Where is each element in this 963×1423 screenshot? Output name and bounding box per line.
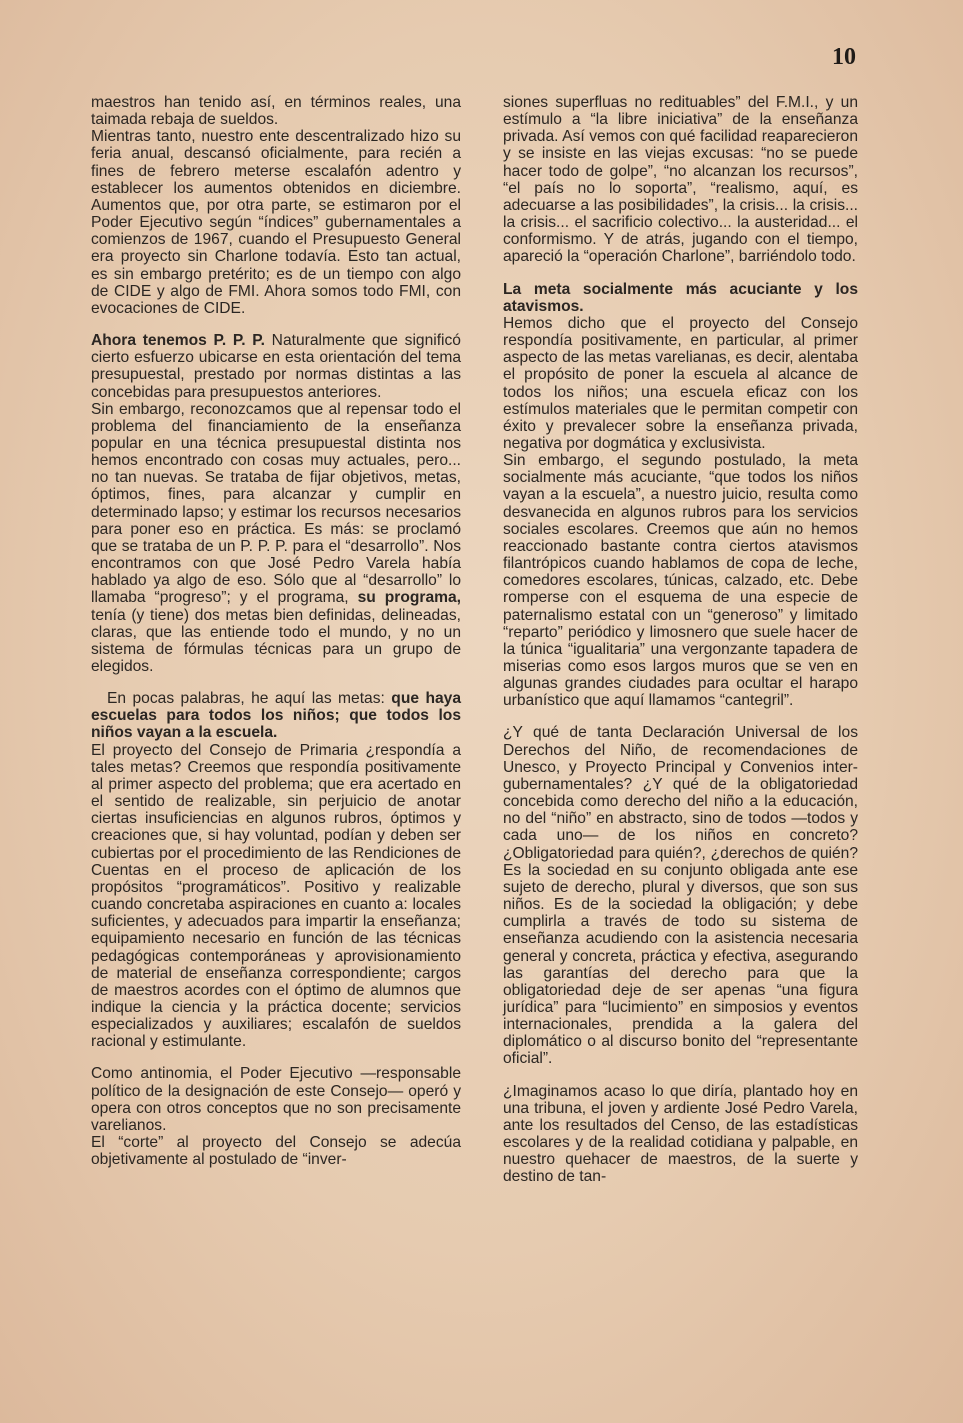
paragraph-text: tenía (y tiene) dos metas bien definidas, delineadas, claras, que las entiende todo el mundo, y no un sistema de fórmulas técnicas para un grupo de elegidos. — [91, 606, 461, 675]
paragraph: Sin embargo, el segundo postulado, la meta socialmente más acuciante, “que todos los niños vayan a la escuela”, a nuestro juicio, resulta como desvanecida en algunos rubros para los servicios sociales escolares. Creemos que aún no hemos reaccionado bastante contra ciertos atavismos filantrópicos cuando hablamos de copa de leche, comedores escolares, túnicas, calzado, etc. Debe romperse con el esquema de una especie de paternalismo estatal con un “generoso” y limitado “reparto” periódico y limosnero que suele hacer de la túnica “igualitaria” una vergonzante tapadera de miserias como esos largos muros que se ven en algunas grandes ciudades para ocultar el harapo urbanístico que aquí llamamos “cantegril”. — [503, 452, 858, 710]
paragraph: maestros han tenido así, en términos reales, una taimada rebaja de sueldos. — [91, 94, 461, 129]
paragraph — [91, 332, 461, 401]
paragraph — [91, 690, 461, 741]
paragraph: El “corte” al proyecto del Consejo se adecúa objetivamente al postulado de “inver- — [91, 1134, 461, 1169]
paragraph-text: Sin embargo, reconozcamos que al repensar todo el problema del financiamiento de la enseñanza popular en una técnica presupuestal distinta nos hemos encontrado con cosas muy actuales, pero... no tan nuevas. Se trataba de fijar objetivos, metas, óptimos, fines, para alcanzar y cumplir en determinado lapso; y estimar los recursos necesarios para poner eso en práctica. Es más: se proclamó que se trataba de un P. P. P. para el “desarrollo”. Nos encontramos con que José Pedro Varela había hablado ya algo de eso. Sólo que al “desarrollo” lo llamaba “progreso”; y el programa, — [91, 400, 461, 607]
paragraph-text: Naturalmente que significó cierto esfuerzo ubicarse en esta orientación del tema presupuestal, prestado por normas distintas a las concebidas para presupuestos anteriores. — [91, 332, 461, 401]
paragraph: Hemos dicho que el proyecto del Consejo respondía positivamente, en particular, al primer aspecto de las metas varelianas, es decir, alentaba el propósito de poner la escuela al alcance de todos los niños; una escuela eficaz con los estímulos materiales que le permitan competir con éxito y prevalecer sobre la enseñanza privada, negativa por dogmática y exclusivista. — [503, 314, 858, 452]
paragraph: ¿Imaginamos acaso lo que diría, plantado hoy en una tribuna, el joven y ardiente José Pedro Varela, ante los resultados del Censo, de las estadísticas escolares y de la realidad cotidiana y palpable, en nuestro quehacer de maestros, de la suerte y destino de tan- — [503, 1082, 858, 1186]
paragraph: ¿Y qué de tanta Declaración Universal de los Derechos del Niño, de recomendaciones de Unesco, y Proyecto Principal y Convenios inter-gubernamentales? ¿Y qué de la obligatoriedad concebida como derecho del niño a la educación, no del “niño” en abstracto, sino de todos —todos y cada uno— de los niños en concreto? ¿Obligatoriedad para quién?, ¿derechos de quién? Es la sociedad en su conjunto obligada ante ese sujeto de derecho, plural y diversos, que son sus niños. Es de la sociedad la obligación; y debe cumplirla a través de todo su sistema de enseñanza acudiendo con la asistencia necesaria general y concreta, práctica y efectiva, asegurando las garantías del derecho para que la obligatoriedad deje de ser apenas “una figura jurídica” para “lucimiento” en simposios y eventos internacionales, prendida a la galera del diplomático o al discurso bonito del “representante oficial”. — [503, 724, 858, 1068]
paragraph: El proyecto del Consejo de Primaria ¿respondía a tales metas? Creemos que respondía positivamente al primer aspecto del problema; que era acertado en el sentido de realizable, sin perjuicio de anotar ciertas insuficiencias en algunos rubros, óptimos y creaciones que, si hay voluntad, podían y deben ser cubiertas por el procedimiento de las Rendiciones de Cuentas en el proceso de aplicación de los propósitos “programáticos”. Positivo y realizable cuando concretaba aspiraciones en cuanto a: locales suficientes, y adecuados para impartir la enseñanza; equipamiento necesario en función de las técnicas pedagógicas contemporáneas y aprovisionamiento de material de enseñanza correspondiente; cargos de maestros acordes con el óptimo de alumnos que indique la ciencia y la práctica docente; servicios especializados y auxiliares; escalafón de sueldos racional y estimulante. — [91, 741, 461, 1051]
page-number: 10 — [832, 44, 856, 70]
right-column — [503, 94, 858, 1186]
paragraph-text: En pocas palabras, he aquí las metas: — [107, 690, 392, 708]
paragraph: Como antinomia, el Poder Ejecutivo —responsable político de la designación de este Consejo— operó y opera con otros conceptos que no son precisamente varelianos. — [91, 1065, 461, 1134]
paragraph-bold: que haya escuelas para todos los niños; que todos los niños vayan a la escuela. — [91, 690, 461, 742]
paragraph: Mientras tanto, nuestro ente descentralizado hizo su feria anual, descansó oficialmente, para recién a fines de febrero meterse escalafón adentro y establecer los aumentos obtenidos en diciembre. Aumentos que, por otra parte, se estimaron por el Poder Ejecutivo según “índices” gubernamentales a comienzos de 1967, cuando el Presupuesto General era proyecto sin Charlone todavía. Esto tan actual, es sin embargo pretérito; es de un tiempo con algo de CIDE y algo de FMI. Ahora somos todo FMI, con evocaciones de CIDE. — [91, 128, 461, 317]
paragraph-bold: su programa, — [348, 589, 461, 607]
section-heading: La meta socialmente más acuciante y los atavismos. — [503, 280, 858, 315]
left-column — [91, 94, 461, 1168]
paragraph: siones superfluas no redituables” del F.M.I., y un estímulo a “la libre iniciativa” de la enseñanza privada. Así vemos con qué facilidad reaparecieron y se insiste en las viejas excusas: “no se puede hacer todo de golpe”, “no alcanzan los recursos”, “el país no lo soporta”, “realismo, aquí, es adecuarse a las posibilidades”, la crisis... la crisis... la crisis... el sacrificio colectivo... la austeridad... el conformismo. Y de atrás, jugando con el tiempo, apareció la “operación Charlone”, barriéndolo todo. — [503, 94, 858, 266]
paragraph-lead-bold: Ahora tenemos P. P. P. — [91, 332, 266, 350]
paragraph — [91, 401, 461, 676]
